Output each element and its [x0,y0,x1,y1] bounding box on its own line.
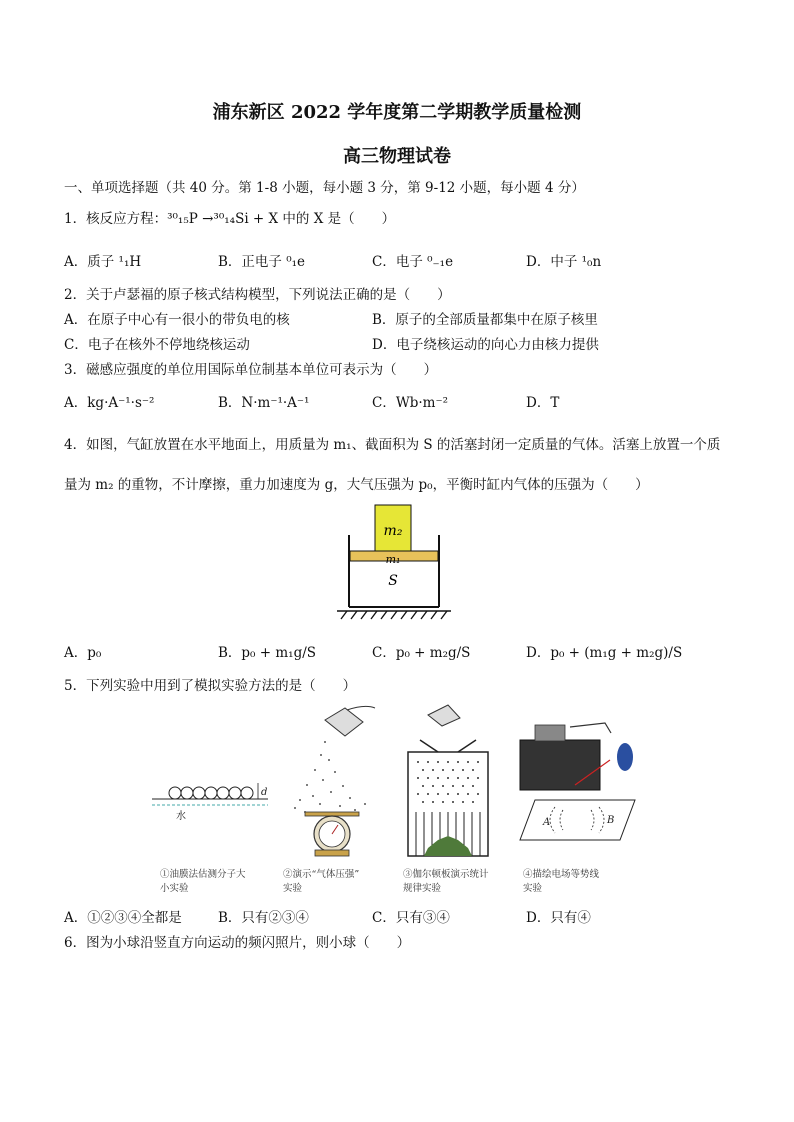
q3-option-c: C．Wb·m⁻² [372,395,448,411]
point-b-label: B [607,815,615,826]
point-a-label: A [543,817,551,828]
m1-label: m₁ [385,553,401,566]
q3-stem: 3．磁感应强度的单位用国际单位制基本单位可表示为（ ） [64,362,438,378]
q2-option-a: A．在原子中心有一很小的带负电的核 [64,312,290,328]
m2-label: m₂ [383,523,403,539]
caption-3 [403,868,489,896]
q5-stem: 5．下列实验中用到了模拟实验方法的是（ ） [64,678,357,694]
q4-stem-line1: 4．如图，气缸放置在水平地面上，用质量为 m₁、截面积为 S 的活塞封闭一定质量的气体。活塞上放置一个质 [64,437,721,453]
q3-option-d: D．T [526,395,560,411]
caption-2 [283,868,359,896]
page-title: 浦东新区 2022 学年度第二学期教学质量检测 [212,102,582,123]
caption-2-line1: ②演示“气体压强” [283,869,360,880]
q5-option-c: C．只有③④ [372,910,450,926]
q2-option-d: D．电子绕核运动的向心力由核力提供 [372,337,599,353]
caption-3-line2: 规律实验 [403,883,442,894]
q1-option-d: D．中子 ¹₀n [526,254,602,270]
q3-option-b: B．N·m⁻¹·A⁻¹ [218,395,310,411]
q4-stem-line2: 量为 m₂ 的重物，不计摩擦，重力加速度为 g，大气压强为 p₀，平衡时缸内气体的压强为（ ） [64,477,649,493]
caption-1-line1: ①油膜法估测分子大 [160,869,246,880]
caption-4-line2: 实验 [523,883,543,894]
q4-option-c: C．p₀ + m₂g/S [372,645,471,661]
caption-4-line1: ④描绘电场等势线 [523,869,600,880]
water-label: 水 [176,811,186,822]
gas-pressure-figure [285,700,385,860]
caption-4 [523,868,599,896]
q3-option-a: A．kg·A⁻¹·s⁻² [64,395,155,411]
q5-option-d: D．只有④ [526,910,591,926]
q1-option-c: C．电子 ⁰₋₁e [372,254,454,270]
page-subtitle: 高三物理试卷 [343,146,451,167]
thickness-label: d [261,787,268,798]
q6-stem: 6．图为小球沿竖直方向运动的频闪照片，则小球（ ） [64,935,411,951]
section-heading: 一、单项选择题（共 40 分。第 1-8 小题，每小题 3 分，第 9-12 小题，每小题 4 分） [64,180,585,196]
q5-option-b: B．只有②③④ [218,910,309,926]
q1-stem: 1．核反应方程：³⁰₁₅P →³⁰₁₄Si + X 中的 X 是（ ） [64,211,396,227]
caption-1 [160,868,246,896]
q4-option-a: A．p₀ [64,645,102,661]
caption-2-line2: 实验 [283,883,303,894]
caption-3-line1: ③伽尔顿板演示统计 [403,869,489,880]
q4-option-d: D．p₀ + (m₁g + m₂g)/S [526,645,683,661]
galton-board-figure [398,700,498,860]
q5-option-a: A．①②③④全都是 [64,910,182,926]
cylinder-piston-figure [335,495,455,625]
equipotential-figure [515,715,645,845]
q2-option-c: C．电子在核外不停地绕核运动 [64,337,250,353]
q1-option-b: B．正电子 ⁰₁e [218,254,306,270]
q2-stem: 2．关于卢瑟福的原子核式结构模型，下列说法正确的是（ ） [64,287,451,303]
oil-film-figure [150,775,270,835]
q4-option-b: B．p₀ + m₁g/S [218,645,317,661]
q2-option-b: B．原子的全部质量都集中在原子核里 [372,312,598,328]
area-label: S [388,573,398,589]
q1-option-a: A．质子 ¹₁H [64,254,142,270]
caption-1-line2: 小实验 [160,883,189,894]
